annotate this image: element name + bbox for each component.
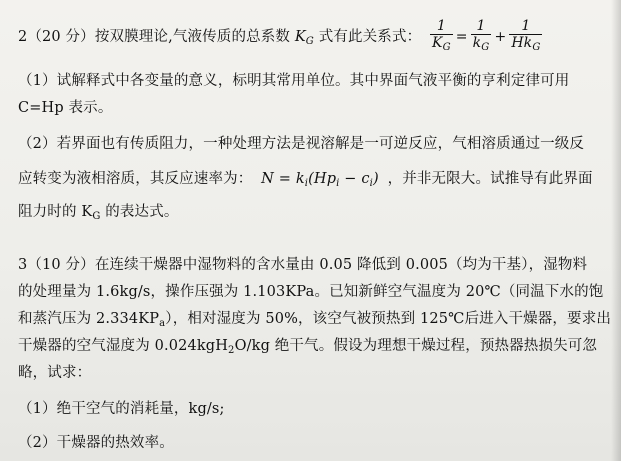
q2-rate-equation [261, 171, 379, 187]
q3-answer-2: （2）干燥器的热效率。 [18, 435, 174, 451]
q2-part2-line2-tail: ，并非无限大。试推导有此界面 [387, 171, 593, 187]
q3-line3 [18, 310, 611, 333]
q3-line1: 3（10 分）在连续干燥器中湿物料的含水量由 0.05 降低到 0.005（均为干基），湿物料 [18, 257, 588, 273]
formula-lhs-den-sub: G [442, 42, 451, 53]
q3-line3-sub: a [159, 318, 166, 329]
q2-part2-line2-lead: 应转变为液相溶质，其反应速率为： [18, 171, 253, 187]
q2-part1-line1: （1）试解释式中各变量的意义，标明其常用单位。其中界面气液平衡的亨利定律可用 [18, 73, 570, 89]
q3-answer-1: （1）绝干空气的消耗量，kg/s; [18, 401, 225, 417]
q2-heading-tail: 式有此关系式： [313, 29, 422, 45]
q2-part2-line3-sub: G [92, 211, 101, 222]
formula-term2-den-symbol: Hk [511, 35, 533, 51]
q2-part2-line3-tail: 的表达式。 [100, 204, 179, 220]
rate-eq-sub-c: i [369, 178, 373, 189]
q3-line3-tail: ），相对湿度为 50%，该空气被预热到 125℃后进入干燥器，要求出 [165, 311, 611, 327]
q3-line2: 的处理量为 1.6kg/s，操作压强为 1.103KPa。已知新鲜空气温度为 20℃（同温下水的饱 [18, 284, 604, 300]
q3-line3-lead: 和蒸汽压为 2.334KP [18, 311, 160, 327]
q2-part2-line2 [18, 170, 593, 193]
q2-part2-line1: （2）若界面也有传质阻力，一种处理方法是视溶解是一可逆反应，气相溶质通过一级反 [18, 136, 585, 152]
formula-term1-den-sub: G [481, 42, 490, 53]
q3-line4-sub: 2 [228, 345, 235, 356]
rate-eq-sub-k: i [304, 178, 309, 189]
q3-line4-lead: 干燥器的空气湿度为 0.024kgH [18, 338, 229, 354]
q2-part2-line3-text: 阻力时的 K [18, 204, 93, 220]
formula-term2-numerator: 1 [509, 18, 542, 35]
rate-eq-minus-c: − c [339, 171, 370, 187]
rate-eq-lhs: N = k [261, 171, 305, 187]
formula-equals: = [455, 29, 468, 45]
formula-term1-numerator: 1 [471, 18, 492, 35]
formula-lhs-numerator: 1 [430, 18, 453, 35]
rate-eq-sub-p: i [336, 178, 340, 189]
q3-line5: 略，试求： [18, 365, 92, 381]
q3-line4 [18, 337, 597, 360]
formula-term2-den-sub: G [532, 42, 541, 53]
formula-lhs-fraction [430, 18, 453, 56]
q3-line4-tail: O/kg 绝干气。假设为理想干燥过程，预热器热损失可忽 [234, 338, 598, 354]
q2-kg-symbol: K [294, 29, 306, 45]
formula-term1-den-symbol: k [472, 35, 482, 51]
q2-part1-line2: C=Hp 表示。 [18, 100, 113, 116]
page-edge-shadow [611, 0, 621, 461]
q2-part2-line3 [18, 203, 179, 226]
formula-term1-fraction [471, 18, 492, 56]
formula-term2-fraction [509, 18, 542, 56]
formula-plus: + [494, 29, 507, 45]
q2-kg-subscript: G [305, 36, 314, 47]
rate-eq-close: ) [372, 171, 379, 187]
q2-heading-line [18, 18, 542, 56]
formula-term2-denominator [509, 35, 542, 56]
q2-heading-text: 2（20 分）按双膜理论,气液传质的总系数 [18, 29, 295, 45]
formula-lhs-den-symbol: K [432, 35, 443, 51]
formula-lhs-denominator [430, 35, 453, 56]
formula-term1-denominator [471, 35, 492, 56]
q2-formula [430, 18, 542, 56]
rate-eq-hp: (Hp [308, 171, 337, 187]
